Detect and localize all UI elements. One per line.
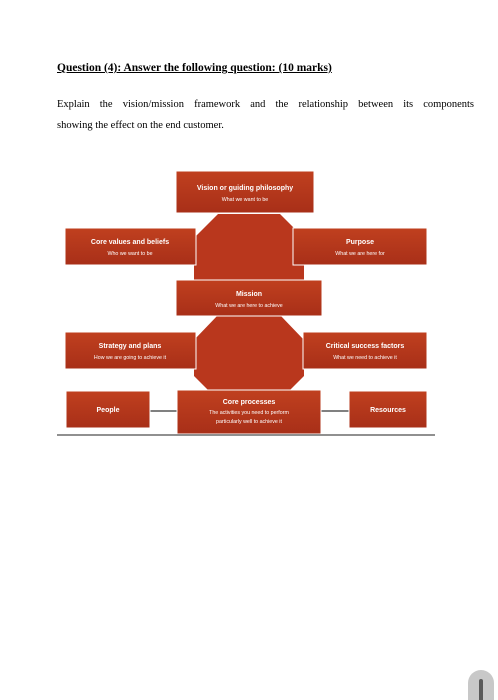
purpose-box [293, 228, 427, 265]
strategy-title: Strategy and plans [98, 343, 162, 350]
paragraph-line-2: showing the effect on the end customer. [57, 120, 224, 131]
question-heading: Question (4): Answer the following question: (10 marks) [57, 62, 332, 74]
core-processes-subtitle-2: particularly well to achieve it [216, 419, 282, 425]
people-title: People [96, 407, 120, 414]
csf-title: Critical success factors [325, 343, 405, 350]
core-values-box [65, 228, 196, 265]
core-values-subtitle: Who we want to be [107, 251, 153, 257]
csf-subtitle: What we need to achieve it [333, 355, 397, 361]
paragraph-line-1: Explain the vision/mission framework and the relationship between its components [57, 99, 474, 110]
vision-subtitle: What we want to be [221, 197, 269, 203]
core-values-title: Core values and beliefs [90, 239, 170, 246]
mission-box [176, 280, 322, 316]
lower-octagon [194, 315, 304, 400]
core-processes-subtitle-1: The activities you need to perform [209, 410, 289, 416]
people-box [66, 391, 150, 428]
core-processes-box [177, 390, 321, 434]
mission-title: Mission [235, 291, 263, 298]
scroll-handle[interactable] [468, 670, 494, 700]
vision-title: Vision or guiding philosophy [196, 185, 294, 192]
core-processes-title: Core processes [222, 399, 276, 406]
strategy-subtitle: How we are going to achieve it [93, 355, 167, 361]
resources-box [349, 391, 427, 428]
resources-title: Resources [370, 407, 406, 414]
mission-subtitle: What we are here to achieve [215, 303, 283, 309]
purpose-title: Purpose [345, 239, 375, 246]
csf-box [303, 332, 427, 369]
vision-box [176, 171, 314, 213]
purpose-subtitle: What we are here for [335, 251, 385, 257]
strategy-box [65, 332, 196, 369]
